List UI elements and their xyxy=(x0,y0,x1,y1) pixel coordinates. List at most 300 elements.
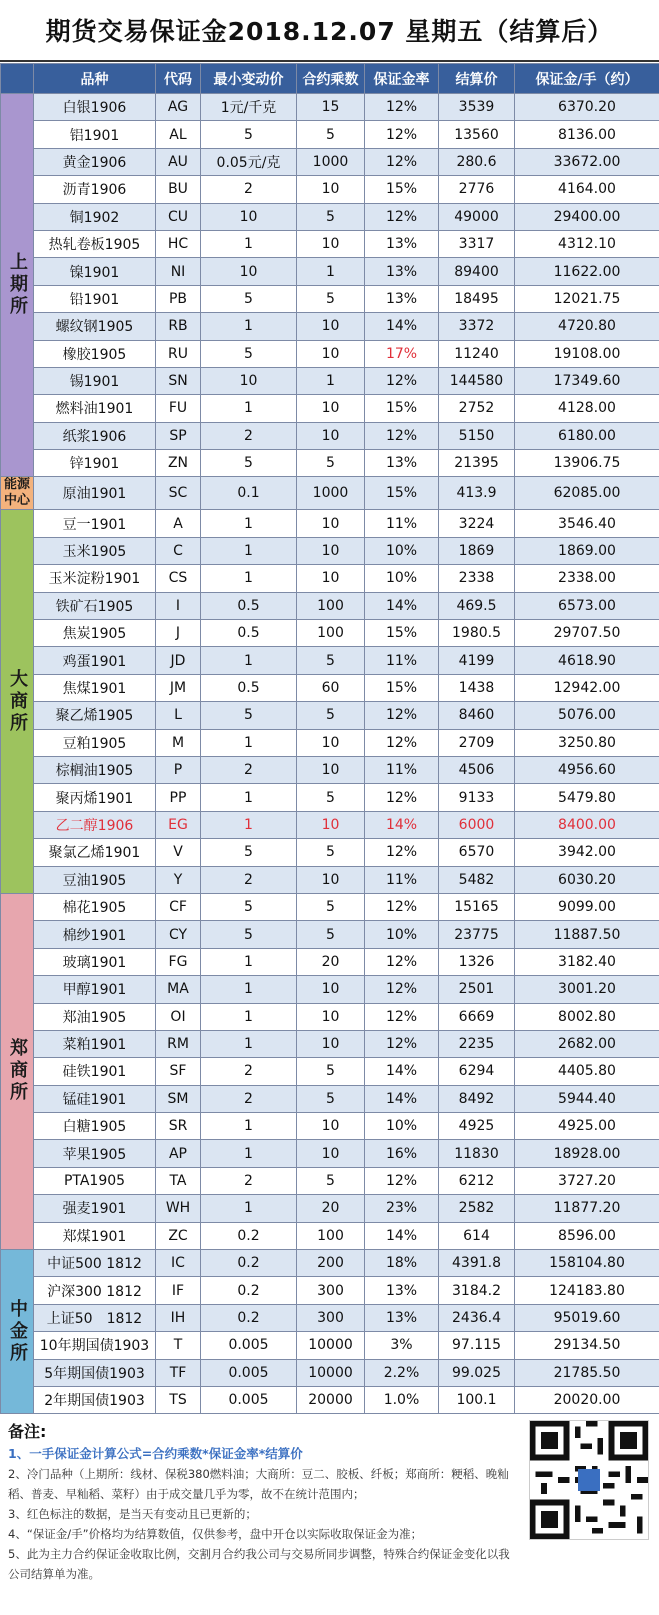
cell-margin-rate: 15% xyxy=(365,477,439,510)
cell-product: 焦煤1901 xyxy=(34,674,156,701)
notes-title: 备注: xyxy=(8,1422,47,1441)
cell-product: 沪深300 1812 xyxy=(34,1277,156,1304)
cell-multiplier: 10 xyxy=(297,313,365,340)
cell-margin-rate: 18% xyxy=(365,1250,439,1277)
cell-margin-per-lot: 4312.10 xyxy=(515,230,659,257)
cell-code: OI xyxy=(156,1003,201,1030)
cell-settle-price: 3539 xyxy=(439,94,515,121)
cell-code: RB xyxy=(156,313,201,340)
cell-code: AU xyxy=(156,148,201,175)
cell-margin-per-lot: 3942.00 xyxy=(515,839,659,866)
cell-tick: 2 xyxy=(201,1085,297,1112)
cell-margin-per-lot: 20020.00 xyxy=(515,1386,659,1413)
table-row xyxy=(1,395,659,422)
cell-margin-per-lot: 4618.90 xyxy=(515,647,659,674)
cell-multiplier: 10 xyxy=(297,976,365,1003)
cell-margin-per-lot: 1869.00 xyxy=(515,537,659,564)
cell-code: V xyxy=(156,839,201,866)
cell-multiplier: 20000 xyxy=(297,1386,365,1413)
cell-tick: 0.1 xyxy=(201,477,297,510)
cell-code: TS xyxy=(156,1386,201,1413)
cell-product: 玉米淀粉1901 xyxy=(34,565,156,592)
cell-margin-per-lot: 2338.00 xyxy=(515,565,659,592)
cell-tick: 1 xyxy=(201,1140,297,1167)
cell-product: 焦炭1905 xyxy=(34,620,156,647)
cell-product: PTA1905 xyxy=(34,1167,156,1194)
table-row xyxy=(1,1195,659,1222)
cell-margin-rate: 12% xyxy=(365,893,439,920)
cell-code: HC xyxy=(156,230,201,257)
cell-settle-price: 6212 xyxy=(439,1167,515,1194)
cell-margin-rate: 10% xyxy=(365,565,439,592)
cell-multiplier: 1000 xyxy=(297,477,365,510)
table-row xyxy=(1,592,659,619)
cell-multiplier: 5 xyxy=(297,893,365,920)
cell-margin-rate: 12% xyxy=(365,367,439,394)
cell-tick: 1 xyxy=(201,948,297,975)
cell-code: IC xyxy=(156,1250,201,1277)
cell-margin-rate: 15% xyxy=(365,620,439,647)
cell-settle-price: 2436.4 xyxy=(439,1304,515,1331)
cell-code: EG xyxy=(156,811,201,838)
cell-margin-per-lot: 12942.00 xyxy=(515,674,659,701)
cell-product: 锌1901 xyxy=(34,450,156,477)
cell-product: 菜粕1901 xyxy=(34,1030,156,1057)
table-row xyxy=(1,1140,659,1167)
cell-product: 中证500 1812 xyxy=(34,1250,156,1277)
cell-code: I xyxy=(156,592,201,619)
cell-settle-price: 469.5 xyxy=(439,592,515,619)
cell-product: 铁矿石1905 xyxy=(34,592,156,619)
cell-margin-per-lot: 21785.50 xyxy=(515,1359,659,1386)
cell-margin-rate: 11% xyxy=(365,866,439,893)
cell-margin-rate: 10% xyxy=(365,1113,439,1140)
cell-product: 苹果1905 xyxy=(34,1140,156,1167)
cell-tick: 0.5 xyxy=(201,674,297,701)
table-row xyxy=(1,565,659,592)
exchange-shfe-label: 上期所 xyxy=(1,94,34,477)
cell-product: 棉纱1901 xyxy=(34,921,156,948)
table-row xyxy=(1,203,659,230)
cell-settle-price: 5150 xyxy=(439,422,515,449)
cell-margin-per-lot: 11622.00 xyxy=(515,258,659,285)
cell-margin-rate: 12% xyxy=(365,422,439,449)
cell-code: J xyxy=(156,620,201,647)
cell-tick: 1 xyxy=(201,647,297,674)
cell-code: CY xyxy=(156,921,201,948)
cell-settle-price: 3184.2 xyxy=(439,1277,515,1304)
cell-code: TA xyxy=(156,1167,201,1194)
cell-product: 燃料油1901 xyxy=(34,395,156,422)
cell-tick: 1 xyxy=(201,784,297,811)
cell-code: SR xyxy=(156,1113,201,1140)
cell-tick: 5 xyxy=(201,121,297,148)
cell-settle-price: 614 xyxy=(439,1222,515,1249)
cell-margin-rate: 10% xyxy=(365,537,439,564)
cell-multiplier: 20 xyxy=(297,948,365,975)
cell-multiplier: 200 xyxy=(297,1250,365,1277)
table-row xyxy=(1,340,659,367)
cell-multiplier: 5 xyxy=(297,784,365,811)
table-row xyxy=(1,510,659,537)
cell-settle-price: 280.6 xyxy=(439,148,515,175)
cell-multiplier: 5 xyxy=(297,921,365,948)
cell-margin-rate: 13% xyxy=(365,450,439,477)
cell-product: 棉花1905 xyxy=(34,893,156,920)
header-margin-per-lot: 保证金/手（约） xyxy=(515,64,659,94)
cell-margin-per-lot: 8400.00 xyxy=(515,811,659,838)
cell-code: Y xyxy=(156,866,201,893)
cell-settle-price: 2776 xyxy=(439,176,515,203)
cell-product: 上证50 1812 xyxy=(34,1304,156,1331)
cell-code: SM xyxy=(156,1085,201,1112)
cell-multiplier: 10 xyxy=(297,537,365,564)
cell-settle-price: 413.9 xyxy=(439,477,515,510)
cell-multiplier: 15 xyxy=(297,94,365,121)
cell-margin-per-lot: 11877.20 xyxy=(515,1195,659,1222)
cell-multiplier: 1000 xyxy=(297,148,365,175)
cell-multiplier: 5 xyxy=(297,839,365,866)
cell-tick: 10 xyxy=(201,367,297,394)
cell-product: 铅1901 xyxy=(34,285,156,312)
cell-margin-rate: 15% xyxy=(365,674,439,701)
cell-margin-per-lot: 3727.20 xyxy=(515,1167,659,1194)
cell-product: 乙二醇1906 xyxy=(34,811,156,838)
cell-settle-price: 3224 xyxy=(439,510,515,537)
table-row xyxy=(1,674,659,701)
cell-product: 白银1906 xyxy=(34,94,156,121)
cell-multiplier: 10 xyxy=(297,395,365,422)
cell-margin-per-lot: 11887.50 xyxy=(515,921,659,948)
cell-product: 锡1901 xyxy=(34,367,156,394)
cell-code: PP xyxy=(156,784,201,811)
cell-settle-price: 13560 xyxy=(439,121,515,148)
cell-settle-price: 144580 xyxy=(439,367,515,394)
cell-multiplier: 10000 xyxy=(297,1359,365,1386)
cell-product: 豆一1901 xyxy=(34,510,156,537)
cell-margin-per-lot: 33672.00 xyxy=(515,148,659,175)
cell-margin-per-lot: 29707.50 xyxy=(515,620,659,647)
cell-margin-rate: 11% xyxy=(365,756,439,783)
cell-code: ZN xyxy=(156,450,201,477)
cell-settle-price: 8460 xyxy=(439,702,515,729)
cell-code: RU xyxy=(156,340,201,367)
cell-tick: 5 xyxy=(201,340,297,367)
cell-settle-price: 11240 xyxy=(439,340,515,367)
cell-tick: 1 xyxy=(201,1030,297,1057)
cell-tick: 5 xyxy=(201,893,297,920)
cell-tick: 1 xyxy=(201,565,297,592)
cell-margin-per-lot: 4925.00 xyxy=(515,1113,659,1140)
cell-settle-price: 2752 xyxy=(439,395,515,422)
header-margin-rate: 保证金率 xyxy=(365,64,439,94)
cell-margin-per-lot: 18928.00 xyxy=(515,1140,659,1167)
table-row xyxy=(1,148,659,175)
cell-margin-rate: 1.0% xyxy=(365,1386,439,1413)
table-row xyxy=(1,258,659,285)
cell-tick: 5 xyxy=(201,702,297,729)
cell-multiplier: 100 xyxy=(297,592,365,619)
cell-tick: 2 xyxy=(201,176,297,203)
cell-tick: 2 xyxy=(201,866,297,893)
table-row xyxy=(1,839,659,866)
cell-tick: 10 xyxy=(201,258,297,285)
cell-settle-price: 4391.8 xyxy=(439,1250,515,1277)
cell-margin-per-lot: 4164.00 xyxy=(515,176,659,203)
cell-multiplier: 10 xyxy=(297,176,365,203)
table-row xyxy=(1,1085,659,1112)
cell-multiplier: 10 xyxy=(297,811,365,838)
cell-margin-rate: 11% xyxy=(365,647,439,674)
exchange-ine-label: 能源中心 xyxy=(1,477,34,510)
cell-settle-price: 49000 xyxy=(439,203,515,230)
cell-multiplier: 10 xyxy=(297,230,365,257)
table-row xyxy=(1,1250,659,1277)
cell-multiplier: 100 xyxy=(297,1222,365,1249)
table-row xyxy=(1,121,659,148)
cell-code: NI xyxy=(156,258,201,285)
cell-settle-price: 97.115 xyxy=(439,1332,515,1359)
cell-margin-per-lot: 4405.80 xyxy=(515,1058,659,1085)
note-line: 4、“保证金/手”价格均为结算数值，仅供参考，盘中开仓以实际收取保证金为准； xyxy=(8,1527,423,1541)
cell-margin-rate: 13% xyxy=(365,258,439,285)
cell-multiplier: 1 xyxy=(297,258,365,285)
cell-settle-price: 3372 xyxy=(439,313,515,340)
cell-tick: 2 xyxy=(201,1058,297,1085)
table-row xyxy=(1,1359,659,1386)
cell-product: 豆油1905 xyxy=(34,866,156,893)
cell-settle-price: 6294 xyxy=(439,1058,515,1085)
cell-tick: 1 xyxy=(201,1003,297,1030)
cell-tick: 10 xyxy=(201,203,297,230)
cell-multiplier: 20 xyxy=(297,1195,365,1222)
cell-multiplier: 5 xyxy=(297,1085,365,1112)
table-row xyxy=(1,976,659,1003)
cell-margin-rate: 14% xyxy=(365,1085,439,1112)
cell-settle-price: 8492 xyxy=(439,1085,515,1112)
cell-margin-rate: 12% xyxy=(365,203,439,230)
exchange-dce-label: 大商所 xyxy=(1,510,34,893)
cell-code: A xyxy=(156,510,201,537)
cell-settle-price: 4925 xyxy=(439,1113,515,1140)
cell-margin-rate: 14% xyxy=(365,1222,439,1249)
cell-tick: 1 xyxy=(201,230,297,257)
table-row xyxy=(1,230,659,257)
table-row xyxy=(1,1003,659,1030)
cell-code: MA xyxy=(156,976,201,1003)
table-row xyxy=(1,422,659,449)
cell-tick: 0.005 xyxy=(201,1332,297,1359)
table-row xyxy=(1,1332,659,1359)
cell-multiplier: 10 xyxy=(297,565,365,592)
cell-multiplier: 300 xyxy=(297,1304,365,1331)
cell-tick: 0.2 xyxy=(201,1222,297,1249)
table-row xyxy=(1,866,659,893)
cell-margin-per-lot: 6180.00 xyxy=(515,422,659,449)
cell-product: 白糖1905 xyxy=(34,1113,156,1140)
table-row xyxy=(1,647,659,674)
cell-product: 郑油1905 xyxy=(34,1003,156,1030)
cell-margin-rate: 16% xyxy=(365,1140,439,1167)
note-line: 5、此为主力合约保证金收取比例，交割月合约我公司与交易所同步调整，特殊合约保证金变化以我公司结算单为准。 xyxy=(8,1547,510,1581)
table-row xyxy=(1,702,659,729)
cell-tick: 0.005 xyxy=(201,1359,297,1386)
note-line: 2、冷门品种（上期所：线材、保税380燃料油；大商所：豆二、胶板、纤板；郑商所：粳稻、晚籼稻、普麦、早籼稻、菜籽）由于成交量几乎为零，故不在统计范围内； xyxy=(8,1467,509,1501)
cell-multiplier: 5 xyxy=(297,203,365,230)
cell-code: BU xyxy=(156,176,201,203)
cell-margin-rate: 15% xyxy=(365,395,439,422)
table-row xyxy=(1,1222,659,1249)
cell-product: 黄金1906 xyxy=(34,148,156,175)
cell-code: PB xyxy=(156,285,201,312)
cell-multiplier: 10 xyxy=(297,729,365,756)
cell-margin-rate: 14% xyxy=(365,811,439,838)
cell-product: 原油1901 xyxy=(34,477,156,510)
cell-multiplier: 10 xyxy=(297,340,365,367)
table-row xyxy=(1,729,659,756)
table-row xyxy=(1,921,659,948)
cell-multiplier: 5 xyxy=(297,121,365,148)
margin-table xyxy=(0,63,659,1414)
cell-margin-rate: 12% xyxy=(365,784,439,811)
cell-settle-price: 9133 xyxy=(439,784,515,811)
table-row xyxy=(1,313,659,340)
cell-product: 聚乙烯1905 xyxy=(34,702,156,729)
cell-multiplier: 60 xyxy=(297,674,365,701)
cell-tick: 1 xyxy=(201,729,297,756)
cell-margin-per-lot: 13906.75 xyxy=(515,450,659,477)
cell-code: CU xyxy=(156,203,201,230)
cell-tick: 0.2 xyxy=(201,1304,297,1331)
cell-margin-rate: 13% xyxy=(365,285,439,312)
cell-code: SC xyxy=(156,477,201,510)
exchange-cffex-label: 中金所 xyxy=(1,1250,34,1414)
cell-multiplier: 10000 xyxy=(297,1332,365,1359)
cell-product: 强麦1901 xyxy=(34,1195,156,1222)
cell-product: 玻璃1901 xyxy=(34,948,156,975)
table-row xyxy=(1,176,659,203)
note-line: 3、红色标注的数据，是当天有变动且已更新的； xyxy=(8,1507,257,1521)
cell-product: 郑煤1901 xyxy=(34,1222,156,1249)
cell-margin-rate: 12% xyxy=(365,839,439,866)
cell-code: RM xyxy=(156,1030,201,1057)
cell-margin-rate: 12% xyxy=(365,702,439,729)
cell-settle-price: 2709 xyxy=(439,729,515,756)
cell-margin-rate: 12% xyxy=(365,1167,439,1194)
table-row xyxy=(1,1167,659,1194)
cell-tick: 1元/千克 xyxy=(201,94,297,121)
cell-settle-price: 6669 xyxy=(439,1003,515,1030)
table-row xyxy=(1,1304,659,1331)
cell-tick: 1 xyxy=(201,811,297,838)
table-row xyxy=(1,450,659,477)
cell-product: 聚丙烯1901 xyxy=(34,784,156,811)
table-row xyxy=(1,948,659,975)
cell-settle-price: 23775 xyxy=(439,921,515,948)
table-row xyxy=(1,1030,659,1057)
cell-code: SN xyxy=(156,367,201,394)
cell-settle-price: 21395 xyxy=(439,450,515,477)
cell-margin-per-lot: 8596.00 xyxy=(515,1222,659,1249)
cell-margin-rate: 13% xyxy=(365,230,439,257)
table-row xyxy=(1,94,659,121)
cell-margin-per-lot: 6573.00 xyxy=(515,592,659,619)
cell-margin-rate: 13% xyxy=(365,1277,439,1304)
cell-settle-price: 6000 xyxy=(439,811,515,838)
cell-code: M xyxy=(156,729,201,756)
cell-multiplier: 10 xyxy=(297,1030,365,1057)
cell-multiplier: 300 xyxy=(297,1277,365,1304)
cell-product: 玉米1905 xyxy=(34,537,156,564)
cell-tick: 0.2 xyxy=(201,1250,297,1277)
table-row xyxy=(1,620,659,647)
cell-margin-rate: 13% xyxy=(365,1304,439,1331)
cell-settle-price: 18495 xyxy=(439,285,515,312)
cell-settle-price: 4199 xyxy=(439,647,515,674)
cell-tick: 1 xyxy=(201,537,297,564)
cell-multiplier: 10 xyxy=(297,756,365,783)
cell-product: 硅铁1901 xyxy=(34,1058,156,1085)
cell-multiplier: 10 xyxy=(297,1140,365,1167)
cell-code: TF xyxy=(156,1359,201,1386)
cell-margin-per-lot: 9099.00 xyxy=(515,893,659,920)
cell-product: 聚氯乙烯1901 xyxy=(34,839,156,866)
cell-margin-per-lot: 8002.80 xyxy=(515,1003,659,1030)
cell-code: T xyxy=(156,1332,201,1359)
table-row xyxy=(1,1058,659,1085)
table-row xyxy=(1,1113,659,1140)
cell-margin-per-lot: 2682.00 xyxy=(515,1030,659,1057)
cell-settle-price: 5482 xyxy=(439,866,515,893)
cell-tick: 2 xyxy=(201,422,297,449)
cell-margin-rate: 2.2% xyxy=(365,1359,439,1386)
table-row xyxy=(1,893,659,920)
cell-margin-per-lot: 6370.20 xyxy=(515,94,659,121)
cell-margin-per-lot: 29400.00 xyxy=(515,203,659,230)
cell-code: AP xyxy=(156,1140,201,1167)
cell-tick: 1 xyxy=(201,313,297,340)
cell-tick: 0.005 xyxy=(201,1386,297,1413)
header-code: 代码 xyxy=(156,64,201,94)
note-line: 1、一手保证金计算公式=合约乘数*保证金率*结算价 xyxy=(8,1446,303,1461)
qr-code-icon xyxy=(529,1420,649,1540)
cell-margin-per-lot: 4128.00 xyxy=(515,395,659,422)
cell-margin-per-lot: 17349.60 xyxy=(515,367,659,394)
cell-margin-rate: 17% xyxy=(365,340,439,367)
cell-margin-per-lot: 3001.20 xyxy=(515,976,659,1003)
cell-code: ZC xyxy=(156,1222,201,1249)
cell-margin-per-lot: 5944.40 xyxy=(515,1085,659,1112)
cell-code: WH xyxy=(156,1195,201,1222)
cell-multiplier: 5 xyxy=(297,285,365,312)
cell-tick: 0.5 xyxy=(201,592,297,619)
cell-tick: 1 xyxy=(201,510,297,537)
cell-code: FU xyxy=(156,395,201,422)
cell-margin-rate: 12% xyxy=(365,121,439,148)
table-row xyxy=(1,537,659,564)
cell-code: C xyxy=(156,537,201,564)
cell-multiplier: 5 xyxy=(297,1058,365,1085)
cell-margin-rate: 12% xyxy=(365,1003,439,1030)
cell-product: 热轧卷板1905 xyxy=(34,230,156,257)
cell-settle-price: 2338 xyxy=(439,565,515,592)
table-row xyxy=(1,784,659,811)
table-row xyxy=(1,285,659,312)
cell-settle-price: 89400 xyxy=(439,258,515,285)
cell-multiplier: 100 xyxy=(297,620,365,647)
header-product: 品种 xyxy=(34,64,156,94)
table-row xyxy=(1,1277,659,1304)
